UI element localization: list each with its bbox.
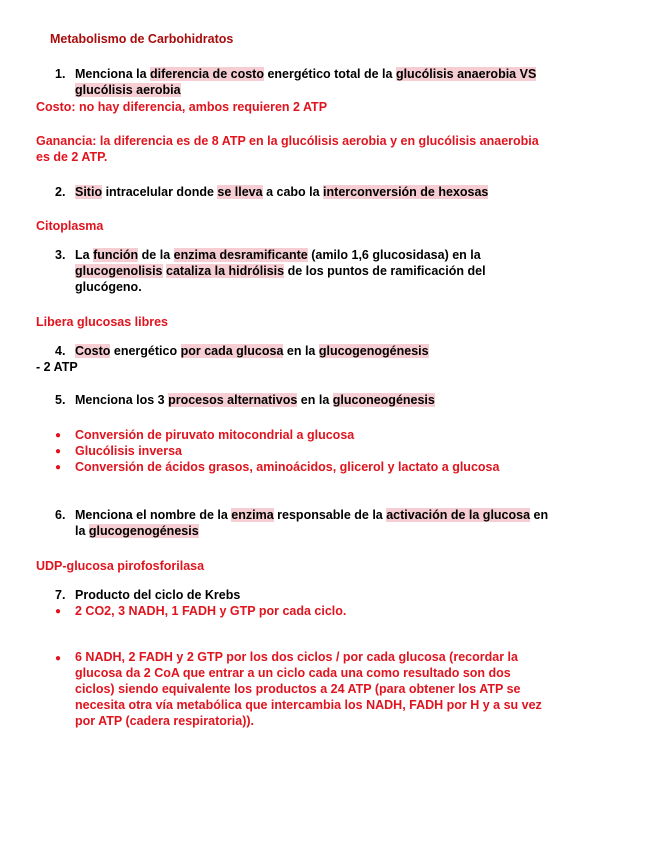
answer-1-costo: Costo: no hay diferencia, ambos requieren 2 ATP: [36, 100, 328, 114]
bullet-icon: ●: [55, 462, 62, 473]
answer-5-item: Conversión de ácidos grasos, aminoácidos, glicerol y lactato a glucosa: [75, 460, 500, 474]
question-7-number: 7.: [55, 588, 66, 602]
answer-7-detail: 6 NADH, 2 FADH y 2 GTP por los dos ciclos / por cada glucosa (recordar la glucosa da 2 CoA que entrar a un ciclo cada una como resultado son dos ciclos) siendo equivalente los productos a 24 ATP (para obtener los ATP se necesita otra vía metabólica que intercambia los NADH, FADH por H y a su vez por ATP (cadera respiratoria)).: [75, 650, 542, 728]
question-4-number: 4.: [55, 344, 66, 358]
bullet-icon: ●: [55, 606, 62, 617]
answer-3: Libera glucosas libres: [36, 315, 168, 329]
question-1-number: 1.: [55, 67, 66, 81]
bullet-icon: ●: [55, 653, 62, 664]
question-4: Costo energético por cada glucosa en la glucogenogénesis: [75, 344, 429, 358]
answer-7-item: 2 CO2, 3 NADH, 1 FADH y GTP por cada ciclo.: [75, 604, 347, 618]
page-title: Metabolismo de Carbohidratos: [50, 32, 234, 46]
bullet-icon: ●: [55, 446, 62, 457]
question-6: Menciona el nombre de la enzima responsable de la activación de la glucosa en la glucogenogénesis: [75, 508, 549, 538]
question-2-number: 2.: [55, 185, 66, 199]
bullet-icon: ●: [55, 430, 62, 441]
answer-2: Citoplasma: [36, 219, 104, 233]
answer-4: - 2 ATP: [36, 360, 78, 374]
question-5-number: 5.: [55, 393, 66, 407]
question-3: La función de la enzima desramificante (amilo 1,6 glucosidasa) en la glucogenolisis cataliza la hidrólisis de los puntos de ramificación del glucógeno.: [75, 248, 486, 294]
answer-6: UDP-glucosa pirofosforilasa: [36, 559, 205, 573]
answer-5-item: Conversión de piruvato mitocondrial a glucosa: [75, 428, 355, 442]
question-3-number: 3.: [55, 248, 66, 262]
question-1: Menciona la diferencia de costo energético total de la glucólisis anaerobia VS glucólisis aerobia: [75, 67, 537, 97]
question-7: Producto del ciclo de Krebs: [75, 588, 241, 602]
answer-5-item: Glucólisis inversa: [75, 444, 182, 458]
question-6-number: 6.: [55, 508, 66, 522]
question-2: Sitio intracelular donde se lleva a cabo la interconversión de hexosas: [75, 185, 489, 199]
answer-1-ganancia: Ganancia: la diferencia es de 8 ATP en la glucólisis aerobia y en glucólisis anaerobia es de 2 ATP.: [36, 134, 539, 164]
question-5: Menciona los 3 procesos alternativos en la gluconeogénesis: [75, 393, 435, 407]
